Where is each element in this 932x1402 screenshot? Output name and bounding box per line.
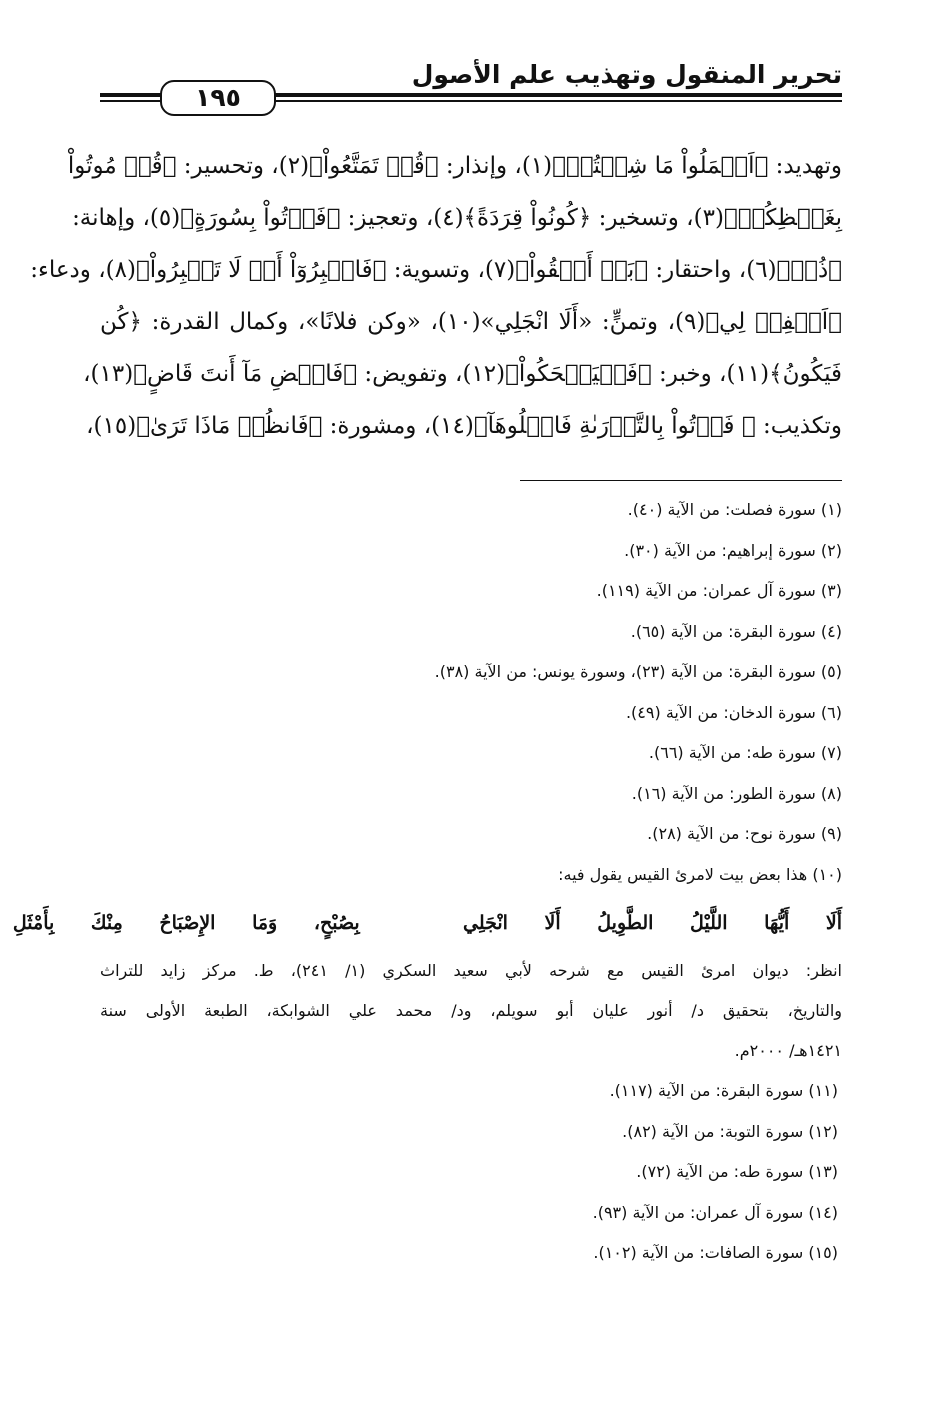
running-title: تحرير المنقول وتهذيب علم الأصول [411,60,842,89]
footnote: (٩) سورة نوح: من الآية (٢٨). [647,824,842,843]
footnote: (٣) سورة آل عمران: من الآية (١١٩). [596,581,842,600]
main-text [30,140,842,452]
footnote-separator [520,480,842,481]
text-line: بِغَيۡظِكُمۡ﴾(٣)، وتسخير: ﴿كُونُواْ قِرَدَةً﴾(٤)، وتعجيز: ﴿فَأۡتُواْ بِسُورَةٍ﴾(٥)، وإهانة: [72,205,842,231]
page-header [100,56,842,116]
verse-hemistich-1: أَلَا أَيُّهَا اللَّيْلُ الطَّوِيلُ أَلَا انْجَلِي [462,912,842,934]
footnote: (٦) سورة الدخان: من الآية (٤٩). [625,702,842,722]
footnote: (٧) سورة طه: من الآية (٦٦). [648,743,842,762]
footnote: (٥) سورة البقرة: من الآية (٢٣)، وسورة يونس: من الآية (٣٨). [434,662,842,681]
page-number: ١٩٥ [160,80,276,116]
footnote: (١٤) سورة آل عمران: من الآية (٩٣). [592,1202,838,1222]
citation-line: ١٤٢١هـ/ ٢٠٠٠م. [734,1041,842,1060]
text-line: وتهديد: ﴿اَعۡمَلُواْ مَا شِئۡتُمۡ﴾(١)، وإنذار: ﴿قُلۡ تَمَتَّعُواْ﴾(٢)، وتحسير: ﴿قُلۡ مُوتُواْ [67,153,842,179]
verse-hemistich-2: بِصُبْحٍ، وَمَا الإِصْبَاحُ مِنْكَ بِأَمْثَلِ [12,912,360,934]
text-line: ﴿اَغۡفِرۡ لِي﴾(٩)، وتمنٍّ: «أَلَا انْجَلِي»(١٠)، «وكن فلانًا»، وكمال القدرة: ﴿كُن [100,309,842,335]
footnote: (٢) سورة إبراهيم: من الآية (٣٠). [624,540,842,560]
text-line: ﴿ذُقۡ﴾(٦)، واحتقار: ﴿بَلۡ أَلۡقُواْ﴾(٧)، وتسوية: ﴿فَاصۡبِرُوٓاْ أَوۡ لَا تَصۡبِرُواْ﴾(٨)، ودعاء: [30,257,842,283]
footnote: (٨) سورة الطور: من الآية (١٦). [631,783,842,803]
citation-line: والتاريخ، بتحقيق د/ أنور عليان أبو سويلم، ود/ محمد علي الشوابكة، الطبعة الأولى سنة [100,1001,842,1020]
footnote: (١٢) سورة التوبة: من الآية (٨٢). [622,1121,838,1141]
citation-line: انظر: ديوان امرئ القيس مع شرحه لأبي سعيد السكري (١/ ٢٤١)، ط. مركز زايد للتراث [100,961,842,980]
footnote: (٤) سورة البقرة: من الآية (٦٥). [630,621,842,641]
text-line: وتكذيب: ﴿ فَأۡتُواْ بِالتَّوۡرَىٰةِ فَاتۡلُوهَآ﴾(١٤)، ومشورة: ﴿فَانظُرۡ مَاذَا تَرَىٰ﴾(١٥)، [86,413,842,439]
footnote: (١٠) هذا بعض بيت لامرئ القيس يقول فيه: [558,864,842,884]
footnote: (١٥) سورة الصافات: من الآية (١٠٢). [593,1243,838,1262]
poetry-verse [12,895,842,951]
footnotes-list [12,490,842,1274]
text-line: فَيَكُونُ﴾(١١)، وخبر: ﴿فَلۡيَضۡحَكُواْ﴾(١٢)، وتفويض: ﴿فَاقۡضِ مَآ أَنتَ قَاضٍ﴾(١٣)، [83,361,842,387]
footnote: (١) سورة فصلت: من الآية (٤٠). [627,500,842,519]
footnote: (١١) سورة البقرة: من الآية (١١٧). [609,1081,838,1100]
footnote: (١٣) سورة طه: من الآية (٧٢). [636,1162,838,1181]
